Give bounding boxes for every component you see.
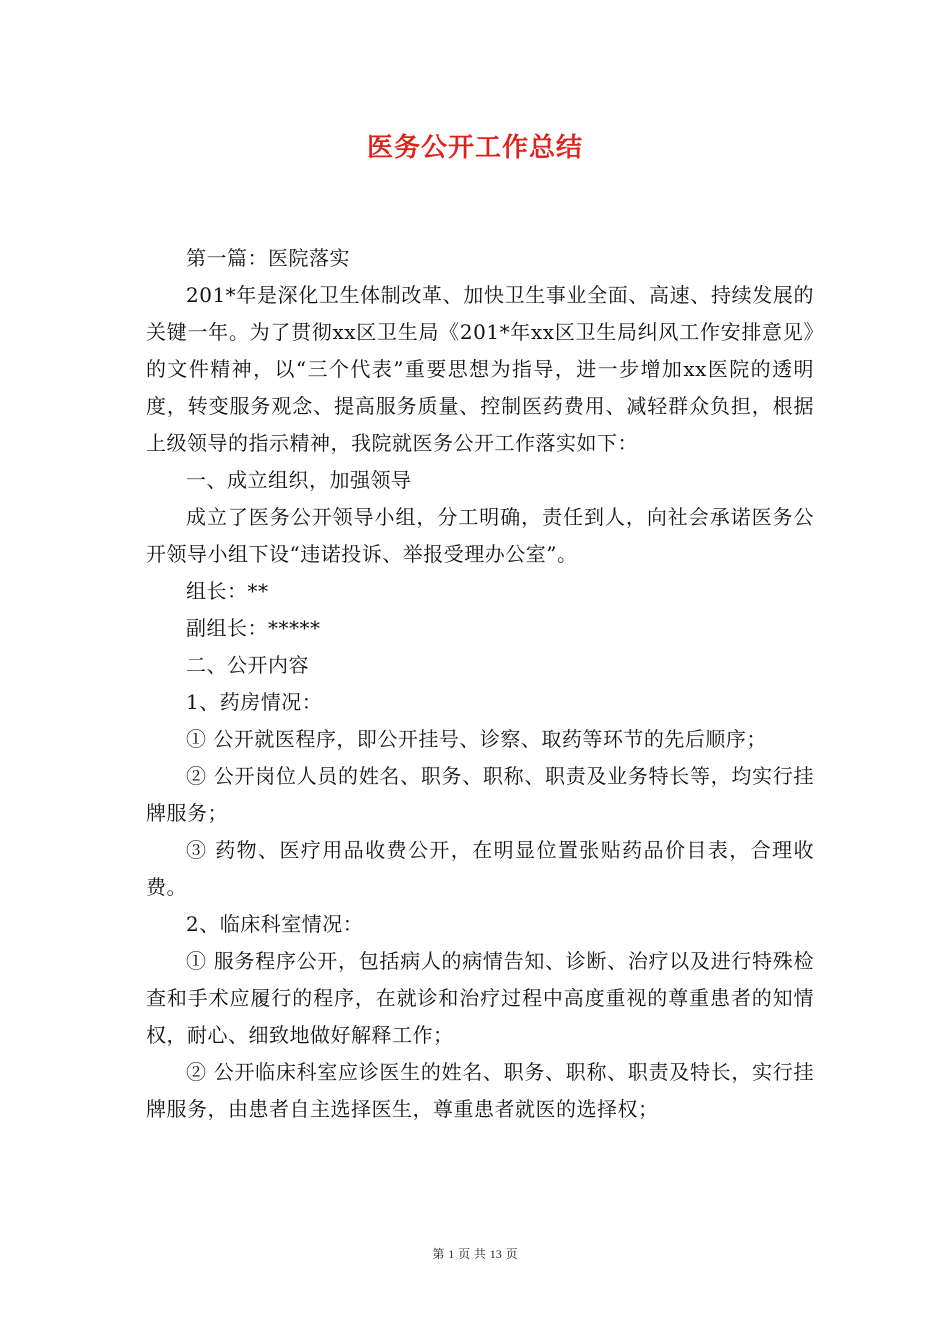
paragraph: 组长：** — [186, 579, 269, 603]
section-heading: 一、成立组织，加强领导 — [186, 468, 412, 492]
list-item: ① 公开就医程序，即公开挂号、诊察、取药等环节的先后顺序； — [186, 727, 767, 751]
footer-middle: 页 共 — [458, 1247, 486, 1261]
document-body — [146, 240, 814, 1128]
subsection-heading: 2、临床科室情况： — [186, 912, 364, 936]
page-total: 13 — [489, 1247, 502, 1261]
section-heading: 第一篇：医院落实 — [186, 246, 350, 270]
list-item: ③ 药物、医疗用品收费公开，在明显位置张贴药品价目表，合理收费。 — [146, 838, 814, 899]
page-footer — [0, 1245, 950, 1262]
list-item: ① 服务程序公开，包括病人的病情告知、诊断、治疗以及进行特殊检查和手术应履行的程序，在就诊和治疗过程中高度重视的尊重患者的知情权，耐心、细致地做好解释工作； — [146, 949, 814, 1047]
footer-suffix: 页 — [505, 1247, 518, 1261]
list-item: ② 公开岗位人员的姓名、职务、职称、职责及业务特长等，均实行挂牌服务； — [146, 764, 814, 825]
paragraph: 201*年是深化卫生体制改革、加快卫生事业全面、高速、持续发展的关键一年。为了贯彻xx区卫生局《201*年xx区卫生局纠风工作安排意见》的文件精神，以“三个代表”重要思想为指导，进一步增加xx医院的透明度，转变服务观念、提高服务质量、控制医药费用、减轻群众负担，根据上级领导的指示精神，我院就医务公开工作落实如下： — [146, 283, 814, 455]
paragraph: 副组长：***** — [186, 616, 321, 640]
page-number: 1 — [448, 1247, 455, 1261]
section-heading: 二、公开内容 — [186, 653, 309, 677]
subsection-heading: 1、药房情况： — [186, 690, 323, 714]
footer-prefix: 第 — [432, 1247, 445, 1261]
paragraph: 成立了医务公开领导小组，分工明确，责任到人，向社会承诺医务公开领导小组下设“违诺投诉、举报受理办公室”。 — [146, 505, 814, 566]
page-title: 医务公开工作总结 — [366, 133, 583, 163]
list-item: ② 公开临床科室应诊医生的姓名、职务、职称、职责及特长，实行挂牌服务，由患者自主选择医生，尊重患者就医的选择权； — [146, 1060, 814, 1121]
